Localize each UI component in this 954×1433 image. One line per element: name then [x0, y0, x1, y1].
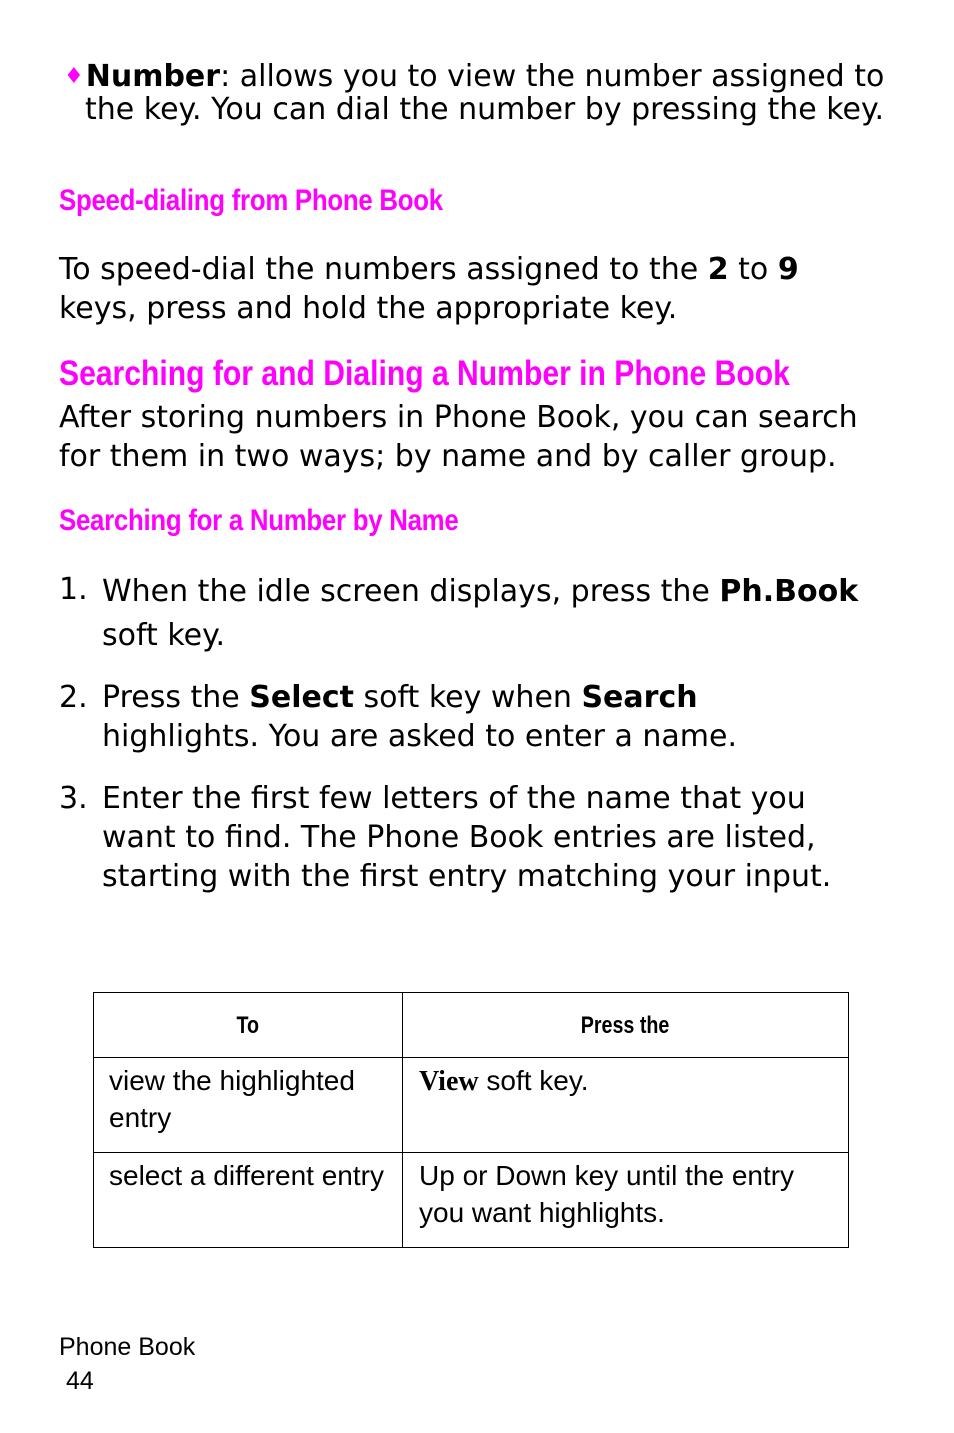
- table-header-press: Press the: [403, 993, 849, 1058]
- key-actions-table: [93, 992, 849, 1248]
- searching-dialing-heading: Searching for and Dialing a Number in Phone Book: [59, 354, 790, 393]
- step-1: [59, 570, 859, 658]
- bullet-term: Number: [85, 59, 221, 94]
- table-header-row: [94, 993, 849, 1058]
- speed-dialing-heading: Speed-dialing from Phone Book: [59, 184, 443, 217]
- bullet-text: : allows you to view the number assigned to the key. You can dial the number by pressing the key.: [85, 59, 885, 127]
- table-header-to: To: [94, 993, 403, 1058]
- speed-dialing-paragraph: [59, 250, 879, 328]
- searching-paragraph: After storing numbers in Phone Book, you can search for them in two ways; by name and by caller group.: [59, 400, 858, 474]
- table-cell-press: Up or Down key until the entry you want highlights.: [403, 1153, 849, 1248]
- step-3: [59, 779, 839, 896]
- speed-text-c: keys, press and hold the appropriate key.: [59, 291, 678, 326]
- step-number: 3.: [59, 781, 88, 816]
- table-row: [94, 1153, 849, 1248]
- speed-text-a: To speed-dial the numbers assigned to the: [59, 252, 708, 287]
- step-text: Enter the first few letters of the name that you want to find. The Phone Book entries are listed, starting with the first entry matching your input.: [102, 781, 832, 894]
- footer-section-title: Phone Book: [59, 1333, 196, 1361]
- step-number: 1.: [59, 572, 88, 607]
- key-to: 9: [777, 252, 799, 287]
- search-by-name-heading: Searching for a Number by Name: [59, 504, 459, 537]
- footer-page-number: 44: [66, 1367, 94, 1395]
- table-cell-to: select a different entry: [94, 1153, 403, 1248]
- step-text: Press the Select soft key when Search highlights. You are asked to enter a name.: [102, 680, 737, 754]
- table-cell-to: view the highlighted entry: [94, 1058, 403, 1153]
- speed-text-b: to: [728, 252, 778, 287]
- bullet-number-description: [64, 60, 894, 126]
- table-row: [94, 1058, 849, 1153]
- step-text: When the idle screen displays, press the Ph.Book soft key.: [102, 574, 859, 653]
- step-2: [59, 678, 859, 756]
- step-number: 2.: [59, 680, 88, 715]
- table-cell-press: View soft key.: [403, 1058, 849, 1153]
- key-from: 2: [707, 252, 729, 287]
- diamond-bullet-icon: ♦: [64, 64, 84, 89]
